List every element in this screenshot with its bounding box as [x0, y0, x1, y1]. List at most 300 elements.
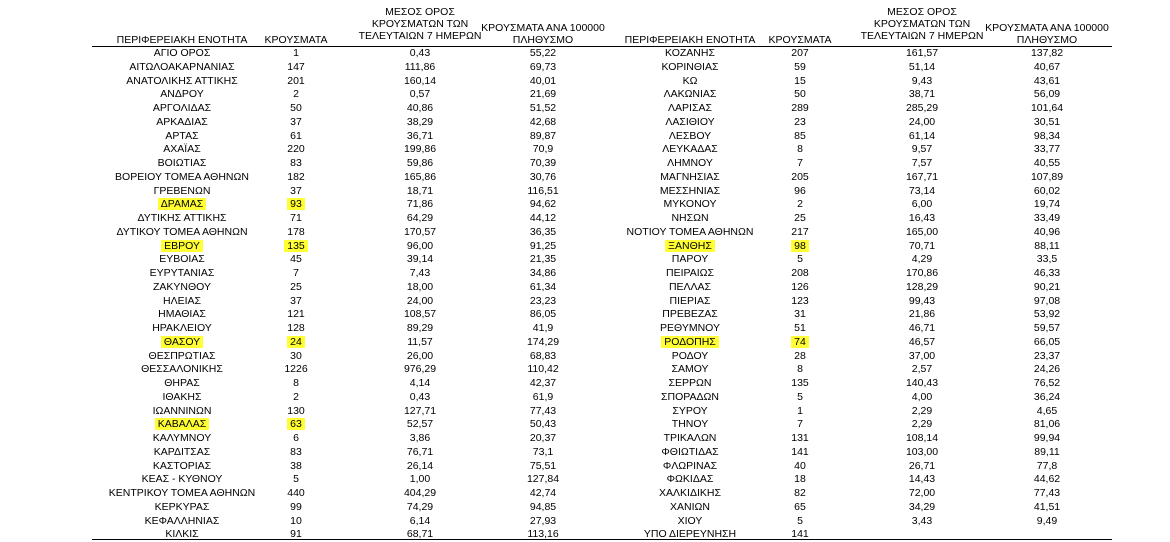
right-cases-value: 208 [791, 267, 809, 279]
left-per100k-value: 86,05 [529, 308, 557, 321]
right-cell-cases [760, 363, 840, 377]
right-cell-avg7 [860, 253, 984, 267]
left-per100k-value: 73,1 [532, 445, 554, 458]
left-region-value: ΔΡΑΜΑΣ [158, 198, 206, 210]
right-avg7-value: 73,14 [908, 184, 936, 197]
right-table-row [0, 308, 1170, 322]
left-region-value: ΚΑΡΔΙΤΣΑΣ [153, 445, 211, 458]
right-per100k-value: 30,51 [1033, 115, 1061, 128]
right-cell-region [600, 157, 780, 171]
right-cell-per100k [982, 336, 1112, 350]
left-per100k-value: 91,25 [529, 239, 557, 252]
left-region-value: ΖΑΚΥΝΘΟΥ [152, 280, 211, 293]
right-cases-value: 50 [794, 88, 806, 101]
right-avg7-value: 4,29 [911, 253, 933, 266]
right-cell-region [600, 460, 780, 474]
right-avg7-value: 2,57 [911, 363, 933, 376]
right-cell-per100k [982, 88, 1112, 102]
left-per100k-value: 55,22 [529, 47, 557, 59]
right-region-value: ΜΑΓΝΗΣΙΑΣ [660, 170, 720, 183]
right-per100k-value: 4,65 [1036, 404, 1058, 417]
right-per100k-value: 33,77 [1033, 143, 1061, 156]
left-cases-value: 8 [293, 377, 299, 389]
right-per100k-value: 43,61 [1033, 74, 1061, 87]
right-header-region: ΠΕΡΙΦΕΡΕΙΑΚΗ ΕΝΟΤΗΤΑ [624, 34, 756, 46]
right-cell-per100k [982, 473, 1112, 487]
right-cell-avg7 [860, 515, 984, 529]
right-avg7-value: 7,57 [911, 157, 933, 169]
right-cell-per100k [982, 240, 1112, 254]
right-avg7-value: 103,00 [905, 445, 939, 458]
right-cell-cases [760, 143, 840, 157]
right-cell-avg7 [860, 418, 984, 432]
left-cases-value: 147 [287, 60, 305, 73]
right-cell-cases [760, 418, 840, 432]
right-cell-region [600, 336, 780, 350]
right-cell-per100k [982, 116, 1112, 130]
left-per100k-value: 69,73 [529, 60, 557, 73]
left-per100k-value: 36,35 [529, 225, 557, 238]
right-region-value: ΠΕΛΛΑΣ [668, 280, 712, 293]
right-per100k-value: 66,05 [1033, 335, 1061, 348]
left-per100k-value: 42,74 [529, 487, 557, 499]
right-cell-cases [760, 515, 840, 529]
right-cases-value: 131 [791, 432, 809, 444]
right-table-row [0, 528, 1170, 542]
right-region-value: ΛΕΥΚΑΔΑΣ [662, 143, 718, 156]
right-avg7-value: 6,00 [911, 198, 933, 211]
right-cases-value: 5 [797, 514, 803, 527]
right-avg7-value: 51,14 [908, 60, 936, 73]
left-header-cases: ΚΡΟΥΣΜΑΤΑ [264, 34, 328, 46]
left-avg7-value: 40,86 [406, 102, 434, 114]
right-cell-avg7 [860, 240, 984, 254]
right-cell-cases [760, 501, 840, 515]
right-cell-per100k [982, 212, 1112, 226]
right-cell-region [600, 61, 780, 75]
left-avg7-value: 24,00 [406, 294, 434, 307]
right-avg7-value: 99,43 [908, 294, 936, 307]
right-cell-per100k [982, 405, 1112, 419]
left-cases-value: 10 [290, 514, 302, 527]
right-per100k-value: 59,57 [1033, 322, 1061, 334]
left-region-value: ΚΑΒΑΛΑΣ [155, 418, 210, 430]
right-per100k-value: 88,11 [1034, 239, 1060, 252]
right-table-row [0, 212, 1170, 226]
left-avg7-value: 199,86 [403, 143, 437, 156]
right-cell-avg7 [860, 171, 984, 185]
right-per100k-value: 60,02 [1033, 184, 1061, 197]
left-per100k-value: 75,51 [529, 459, 557, 472]
right-avg7-value: 70,71 [908, 239, 936, 252]
right-cases-value: 141 [791, 528, 809, 541]
right-cell-region [600, 308, 780, 322]
right-cell-avg7 [860, 322, 984, 336]
right-region-value: ΡΕΘΥΜΝΟΥ [659, 322, 720, 334]
right-cases-value: 7 [797, 157, 803, 169]
left-per100k-value: 127,84 [526, 473, 560, 486]
right-region-value: ΝΟΤΙΟΥ ΤΟΜΕΑ ΑΘΗΝΩΝ [626, 225, 754, 238]
left-avg7-value: 59,86 [406, 157, 434, 169]
right-avg7-value: 165,00 [905, 225, 939, 238]
right-cases-value: 205 [791, 170, 809, 183]
left-per100k-value: 77,43 [529, 404, 557, 417]
right-cell-avg7 [860, 116, 984, 130]
right-cell-cases [760, 473, 840, 487]
left-avg7-value: 0,43 [409, 47, 431, 59]
right-region-value: ΚΟΖΑΝΗΣ [665, 47, 715, 59]
right-cases-value: 5 [797, 253, 803, 266]
right-avg7-value: 16,43 [908, 212, 936, 224]
left-avg7-value: 71,86 [406, 198, 434, 211]
right-avg7-value: 3,43 [911, 514, 933, 527]
left-cases-value: 2 [293, 88, 299, 101]
left-avg7-value: 404,29 [403, 487, 437, 499]
right-cases-value: 31 [794, 308, 806, 321]
right-avg7-value: 26,71 [908, 459, 936, 472]
right-region-value: ΧΑΝΙΩΝ [670, 500, 710, 513]
right-table-row [0, 405, 1170, 419]
left-avg7-value: 26,00 [406, 349, 434, 362]
left-cases-value: 135 [284, 240, 308, 252]
right-per100k-value: 40,96 [1033, 225, 1061, 238]
left-per100k-value: 70,9 [532, 143, 554, 156]
left-per100k-value: 174,29 [526, 335, 560, 348]
left-region-value: ΑΝΑΤΟΛΙΚΗΣ ΑΤΤΙΚΗΣ [126, 74, 238, 87]
right-per100k-value: 56,09 [1033, 88, 1061, 101]
left-region-value: ΚΕΦΑΛΛΗΝΙΑΣ [144, 514, 220, 527]
right-region-value: ΤΡΙΚΑΛΩΝ [663, 432, 717, 444]
left-avg7-value: 170,57 [403, 225, 437, 238]
left-cases-value: 24 [287, 336, 305, 348]
right-cell-per100k [982, 350, 1112, 364]
right-cell-region [600, 363, 780, 377]
right-cell-avg7 [860, 377, 984, 391]
right-cell-region [600, 295, 780, 309]
right-avg7-value: 161,57 [905, 47, 939, 59]
left-cases-value: 201 [287, 74, 305, 87]
right-table-row [0, 185, 1170, 199]
left-region-value: ΗΜΑΘΙΑΣ [158, 308, 206, 321]
left-per100k-value: 40,01 [529, 74, 557, 87]
left-region-value: ΙΘΑΚΗΣ [162, 390, 202, 403]
left-per100k-value: 23,23 [529, 294, 557, 307]
right-per100k-value: 46,33 [1033, 267, 1061, 279]
right-table-row [0, 102, 1170, 116]
left-region-value: ΘΕΣΣΑΛΟΝΙΚΗΣ [141, 363, 223, 376]
right-table-row [0, 157, 1170, 171]
right-cell-per100k [982, 198, 1112, 212]
left-cases-value: 6 [293, 432, 299, 444]
right-cell-per100k [982, 130, 1112, 144]
left-region-value: ΚΕΡΚΥΡΑΣ [154, 500, 210, 513]
right-table-row [0, 267, 1170, 281]
left-cases-value: 7 [293, 267, 299, 279]
left-per100k-value: 51,52 [529, 102, 557, 114]
right-cell-avg7 [860, 350, 984, 364]
right-region-value: ΜΥΚΟΝΟΥ [663, 198, 717, 211]
right-cell-region [600, 198, 780, 212]
right-per100k-value: 53,92 [1033, 308, 1061, 321]
left-region-value: ΘΗΡΑΣ [164, 377, 200, 389]
right-region-value: ΝΗΣΩΝ [671, 212, 709, 224]
right-cell-region [600, 473, 780, 487]
right-cell-cases [760, 171, 840, 185]
right-region-value: ΛΑΚΩΝΙΑΣ [663, 88, 717, 101]
right-cell-region [600, 281, 780, 295]
left-avg7-value: 0,57 [409, 88, 431, 101]
right-cases-value: 217 [791, 225, 809, 238]
right-cell-region [600, 487, 780, 501]
left-avg7-value: 976,29 [403, 363, 437, 376]
right-cell-per100k [982, 47, 1112, 61]
left-region-value: ΘΑΣΟΥ [161, 336, 203, 348]
right-cell-cases [760, 528, 840, 542]
right-table-row [0, 116, 1170, 130]
right-cell-per100k [982, 391, 1112, 405]
right-cases-value: 23 [794, 115, 806, 128]
right-cell-per100k [982, 295, 1112, 309]
left-avg7-value: 11,57 [407, 335, 433, 348]
right-cell-region [600, 377, 780, 391]
left-per100k-value: 110,42 [527, 363, 559, 376]
right-cell-cases [760, 130, 840, 144]
right-cell-per100k [982, 377, 1112, 391]
left-avg7-value: 165,86 [403, 170, 437, 183]
left-cases-value: 61 [290, 129, 302, 142]
left-region-value: ΘΕΣΠΡΩΤΙΑΣ [148, 349, 216, 362]
left-per100k-value: 21,35 [529, 253, 557, 266]
right-cell-cases [760, 281, 840, 295]
right-avg7-value: 285,29 [905, 102, 939, 114]
right-cases-value: 40 [794, 459, 806, 472]
right-cell-per100k [982, 253, 1112, 267]
right-cases-value: 289 [791, 102, 809, 114]
right-table-row [0, 515, 1170, 529]
left-cases-value: 83 [290, 445, 302, 458]
left-per100k-value: 94,85 [529, 500, 557, 513]
right-cell-region [600, 528, 780, 542]
left-cases-value: 1226 [284, 363, 308, 376]
left-avg7-value: 38,29 [406, 115, 434, 128]
right-per100k-value: 36,24 [1033, 390, 1061, 403]
left-cases-value: 5 [293, 473, 299, 486]
right-cell-cases [760, 267, 840, 281]
left-avg7-value: 18,71 [406, 184, 434, 197]
right-cases-value: 51 [794, 322, 806, 334]
right-cases-value: 15 [794, 74, 806, 87]
right-cases-value: 126 [791, 280, 809, 293]
right-cell-cases [760, 391, 840, 405]
left-region-value: ΔΥΤΙΚΟΥ ΤΟΜΕΑ ΑΘΗΝΩΝ [116, 225, 248, 238]
right-cell-region [600, 253, 780, 267]
left-region-value: ΚΙΛΚΙΣ [165, 528, 199, 541]
right-cell-avg7 [860, 267, 984, 281]
right-cell-cases [760, 377, 840, 391]
right-cases-value: 82 [794, 487, 806, 499]
right-table-row [0, 487, 1170, 501]
left-per100k-value: 61,9 [532, 390, 554, 403]
right-cell-per100k [982, 157, 1112, 171]
right-cell-cases [760, 336, 840, 350]
left-cases-value: 37 [290, 115, 302, 128]
left-region-value: ΕΥΡΥΤΑΝΙΑΣ [149, 267, 215, 279]
right-cell-avg7 [860, 391, 984, 405]
right-cell-per100k [982, 460, 1112, 474]
right-cell-region [600, 75, 780, 89]
right-cell-per100k [982, 75, 1112, 89]
left-region-value: ΔΥΤΙΚΗΣ ΑΤΤΙΚΗΣ [137, 212, 227, 224]
right-table-row [0, 336, 1170, 350]
right-region-value: ΣΕΡΡΩΝ [668, 377, 712, 389]
right-table-row [0, 322, 1170, 336]
right-avg7-value: 24,00 [908, 115, 936, 128]
left-cases-value: 71 [290, 212, 302, 224]
right-cell-per100k [982, 487, 1112, 501]
right-cell-region [600, 432, 780, 446]
right-cell-per100k [982, 61, 1112, 75]
right-cell-region [600, 212, 780, 226]
left-header-region: ΠΕΡΙΦΕΡΕΙΑΚΗ ΕΝΟΤΗΤΑ [116, 34, 248, 46]
right-cell-avg7 [860, 130, 984, 144]
right-cases-value: 85 [794, 129, 806, 142]
right-cell-avg7 [860, 143, 984, 157]
right-cell-cases [760, 116, 840, 130]
right-cell-region [600, 171, 780, 185]
right-avg7-value: 9,57 [911, 143, 933, 156]
right-cell-per100k [982, 501, 1112, 515]
left-region-value: ΓΡΕΒΕΝΩΝ [153, 184, 211, 197]
right-table-row [0, 432, 1170, 446]
right-region-value: ΠΕΙΡΑΙΩΣ [666, 267, 714, 279]
right-region-value: ΞΑΝΘΗΣ [665, 240, 715, 252]
right-table-row [0, 377, 1170, 391]
right-cell-avg7 [860, 102, 984, 116]
right-cell-avg7 [860, 88, 984, 102]
right-cell-cases [760, 432, 840, 446]
right-cases-value: 98 [791, 240, 809, 252]
right-table-row [0, 171, 1170, 185]
left-cases-value: 128 [287, 322, 305, 334]
right-cell-avg7 [860, 336, 984, 350]
left-cases-value: 37 [290, 294, 302, 307]
right-cell-avg7 [860, 61, 984, 75]
right-per100k-value: 77,43 [1033, 487, 1061, 499]
right-region-value: ΛΑΡΙΣΑΣ [668, 102, 712, 114]
left-avg7-value: 127,71 [403, 404, 437, 417]
right-cell-cases [760, 460, 840, 474]
left-cases-value: 182 [287, 170, 305, 183]
right-cell-cases [760, 322, 840, 336]
right-table-row [0, 391, 1170, 405]
right-cell-per100k [982, 281, 1112, 295]
right-cell-region [600, 515, 780, 529]
right-cell-region [600, 391, 780, 405]
right-cell-cases [760, 253, 840, 267]
right-avg7-value: 108,14 [905, 432, 939, 444]
left-region-value: ΑΓΙΟ ΟΡΟΣ [153, 47, 211, 59]
left-avg7-value: 36,71 [406, 129, 434, 142]
right-per100k-value: 90,21 [1033, 280, 1061, 293]
right-avg7-value: 167,71 [905, 170, 939, 183]
right-cell-region [600, 267, 780, 281]
right-per100k-value: 33,49 [1033, 212, 1061, 224]
right-cell-per100k [982, 226, 1112, 240]
right-cell-avg7 [860, 47, 984, 61]
right-per100k-value: 40,55 [1033, 157, 1061, 169]
left-region-value: ΚΑΣΤΟΡΙΑΣ [152, 459, 212, 472]
right-cell-cases [760, 446, 840, 460]
left-per100k-value: 30,76 [529, 170, 557, 183]
right-per100k-value: 23,37 [1033, 349, 1061, 362]
right-table-row [0, 253, 1170, 267]
right-avg7-value: 2,29 [911, 418, 933, 431]
left-per100k-value: 50,43 [529, 418, 557, 431]
right-cell-region [600, 446, 780, 460]
left-avg7-value: 52,57 [406, 418, 434, 431]
left-avg7-value: 96,00 [406, 239, 434, 252]
right-table-row [0, 47, 1170, 61]
left-per100k-value: 89,87 [529, 129, 557, 142]
right-table-row [0, 418, 1170, 432]
right-table-row [0, 281, 1170, 295]
left-per100k-value: 21,69 [529, 88, 557, 101]
right-per100k-value: 77,8 [1036, 459, 1058, 472]
left-region-value: ΗΛΕΙΑΣ [162, 294, 201, 307]
left-per100k-value: 68,83 [529, 349, 557, 362]
right-header-per100k: ΚΡΟΥΣΜΑΤΑ ΑΝΑ 100000 ΠΛΗΘΥΣΜΟ [985, 22, 1109, 46]
right-cell-per100k [982, 322, 1112, 336]
right-avg7-value: 46,57 [908, 335, 936, 348]
right-cell-region [600, 130, 780, 144]
left-cases-value: 220 [287, 143, 305, 156]
right-cell-cases [760, 61, 840, 75]
right-cases-value: 74 [791, 336, 809, 348]
right-region-value: ΦΘΙΩΤΙΔΑΣ [661, 445, 719, 458]
right-cell-region [600, 350, 780, 364]
left-region-value: ΑΙΤΩΛΟΑΚΑΡΝΑΝΙΑΣ [129, 60, 235, 73]
left-region-value: ΒΟΙΩΤΙΑΣ [157, 157, 207, 169]
right-avg7-value: 14,43 [908, 473, 936, 486]
left-region-value: ΑΡΚΑΔΙΑΣ [156, 115, 208, 128]
left-cases-value: 440 [287, 487, 305, 499]
right-cell-cases [760, 212, 840, 226]
right-per100k-value: 41,51 [1033, 500, 1061, 513]
right-cases-value: 65 [794, 500, 806, 513]
right-cell-cases [760, 487, 840, 501]
left-region-value: ΑΡΓΟΛΙΔΑΣ [152, 102, 212, 114]
right-region-value: ΦΛΩΡΙΝΑΣ [662, 459, 718, 472]
right-header-avg7: ΜΕΣΟΣ ΟΡΟΣ ΚΡΟΥΣΜΑΤΩΝ ΤΩΝ ΤΕΛΕΥΤΑΙΩΝ 7 ΗΜΕΡΩΝ [860, 6, 984, 42]
right-cell-region [600, 240, 780, 254]
right-region-value: ΚΟΡΙΝΘΙΑΣ [661, 60, 719, 73]
left-cases-value: 99 [290, 500, 302, 513]
right-avg7-value: 9,43 [911, 74, 933, 87]
right-table-row [0, 88, 1170, 102]
left-avg7-value: 7,43 [409, 267, 431, 279]
right-table-row [0, 473, 1170, 487]
right-cell-cases [760, 47, 840, 61]
right-region-value: ΚΩ [682, 74, 698, 87]
right-region-value: ΦΩΚΙΔΑΣ [666, 473, 714, 486]
right-cell-region [600, 418, 780, 432]
right-table-row [0, 75, 1170, 89]
right-cell-avg7 [860, 405, 984, 419]
left-cases-value: 93 [287, 198, 305, 210]
left-avg7-value: 64,29 [406, 212, 434, 224]
right-table-row [0, 350, 1170, 364]
right-table-row [0, 130, 1170, 144]
